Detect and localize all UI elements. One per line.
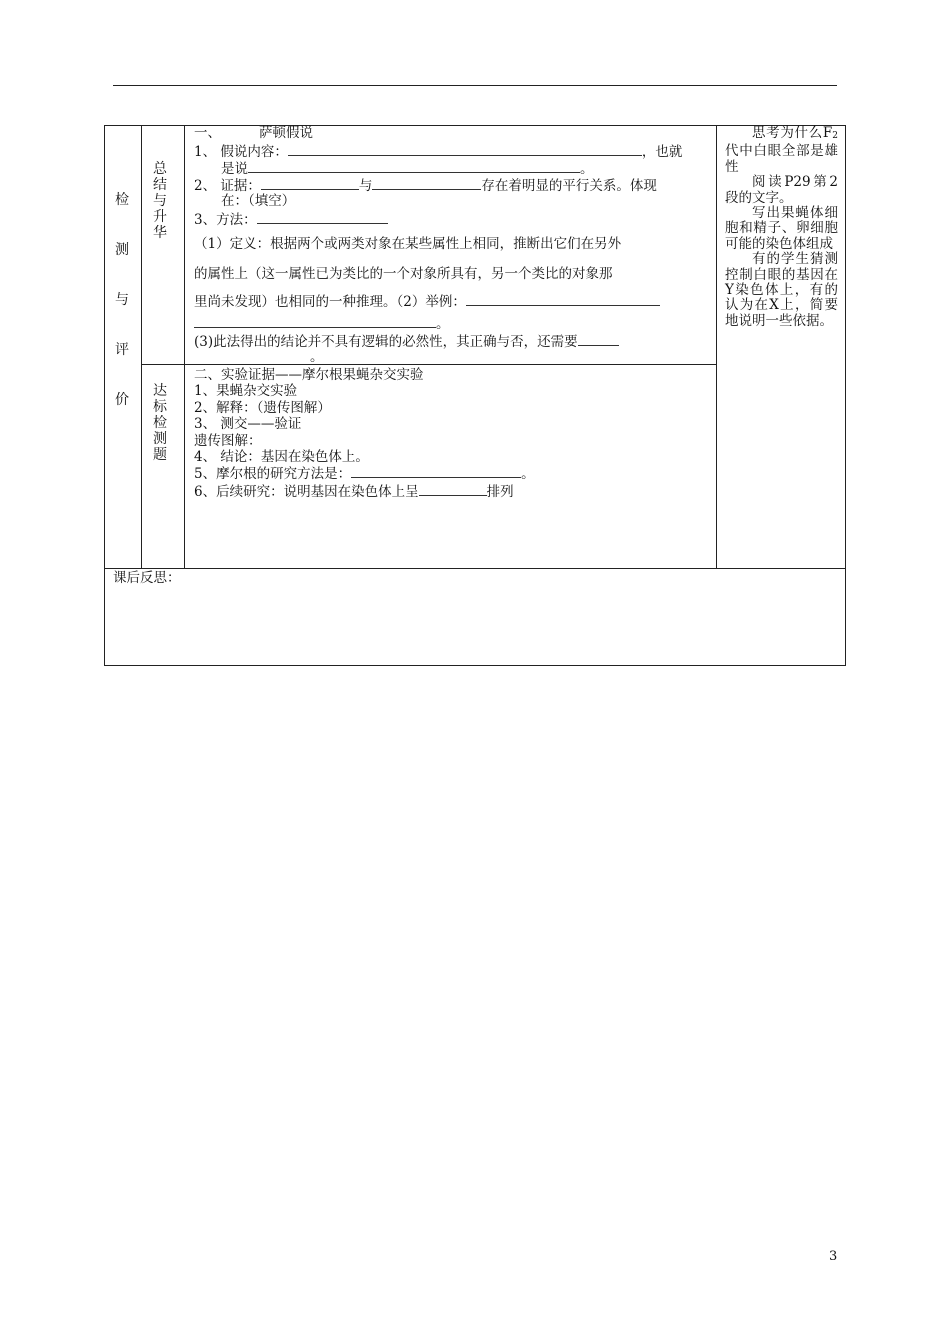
example-line-2 bbox=[194, 315, 450, 333]
side-note-1-b: 代中白眼全部是雄性 bbox=[725, 143, 838, 175]
evidence-line-2 bbox=[221, 194, 295, 210]
conclusion-line bbox=[194, 333, 619, 351]
reflection-label: 课后反思： bbox=[113, 570, 181, 586]
research-method-line bbox=[194, 465, 535, 482]
evidence-parallel: 存在着明显的平行关系。体现 bbox=[481, 178, 657, 194]
section2-block bbox=[194, 367, 535, 500]
side-note-2: 阅读P29第2段的文字。 bbox=[725, 174, 838, 206]
conclusion-blank[interactable] bbox=[578, 333, 619, 346]
evidence-line bbox=[194, 177, 657, 195]
sub-label-char: 标 bbox=[153, 399, 167, 415]
period: 。 bbox=[310, 349, 324, 365]
example-blank[interactable] bbox=[466, 293, 660, 306]
research-method-blank[interactable] bbox=[351, 465, 521, 478]
cross-experiment: 1、果蝇杂交实验 bbox=[194, 383, 298, 400]
section1-title-text: 萨顿假说 bbox=[259, 125, 313, 141]
sub-label-char: 升 bbox=[153, 209, 167, 225]
hypothesis-label: 1、 假说内容： bbox=[194, 144, 288, 160]
conclusion: 4、 结论：基因在染色体上。 bbox=[194, 449, 369, 466]
period: 。 bbox=[436, 316, 450, 332]
col-divider-2 bbox=[184, 125, 185, 568]
left-col-label bbox=[112, 192, 132, 408]
section2-title: 二、实验证据——摩尔根果蝇杂交实验 bbox=[194, 367, 424, 383]
sub-label-summary bbox=[150, 161, 170, 241]
period: 。 bbox=[521, 466, 535, 483]
sub-label-char: 华 bbox=[153, 225, 167, 241]
follow-up-suffix: 排列 bbox=[486, 483, 514, 500]
side-note-1-a: 思考为什么F bbox=[752, 125, 833, 141]
evidence-and: 与 bbox=[358, 178, 373, 194]
side-note-1 bbox=[725, 126, 838, 175]
conclusion-text: (3)此法得出的结论并不具有逻辑的必然性，其正确与否，还需要 bbox=[194, 334, 578, 350]
page-number: 3 bbox=[829, 1249, 838, 1264]
follow-up-line bbox=[194, 483, 535, 500]
left-col-char: 评 bbox=[115, 342, 129, 358]
follow-up-blank[interactable] bbox=[419, 483, 487, 496]
header-rule bbox=[113, 85, 837, 86]
section1-title bbox=[194, 126, 313, 142]
method-blank[interactable] bbox=[257, 211, 388, 224]
row-divider-mid bbox=[141, 364, 716, 365]
sub-label-char: 与 bbox=[153, 193, 167, 209]
test-cross: 3、 测交——验证 bbox=[194, 416, 302, 433]
side-note-3: 写出果蝇体细胞和精子、卵细胞可能的染色体组成 bbox=[725, 205, 838, 252]
definition-line-1: （1）定义：根据两个或两类对象在某些属性上相同，推断出它们在另外 bbox=[194, 236, 622, 252]
evidence-label: 2、 证据： bbox=[194, 178, 261, 194]
left-col-char: 测 bbox=[115, 242, 129, 258]
definition-paragraph bbox=[194, 234, 660, 314]
col-divider-3 bbox=[716, 125, 717, 568]
sub-label-char: 总 bbox=[153, 161, 167, 177]
side-notes bbox=[725, 126, 838, 329]
row-divider-bottom bbox=[104, 568, 846, 569]
left-col-char: 与 bbox=[115, 292, 129, 308]
left-col-char: 价 bbox=[115, 392, 129, 408]
side-note-4: 有的学生猜测控制白眼的基因在Y染色体上，有的认为在X上，简要地说明一些依据。 bbox=[725, 251, 838, 329]
sub-label-char: 检 bbox=[153, 415, 167, 431]
evidence-reflected: 在：（填空） bbox=[221, 193, 296, 209]
hypothesis-line bbox=[194, 143, 682, 161]
explanation: 2、解释：（遗传图解） bbox=[194, 399, 331, 416]
evidence-blank-2[interactable] bbox=[372, 177, 481, 190]
subscript: 2 bbox=[832, 131, 838, 141]
example-blank-2[interactable] bbox=[194, 315, 436, 328]
sub-label-char: 测 bbox=[153, 431, 167, 447]
that-is-blank[interactable] bbox=[248, 160, 580, 173]
period: 。 bbox=[580, 161, 594, 177]
sub-label-char: 结 bbox=[153, 177, 167, 193]
method-line bbox=[194, 211, 388, 229]
research-method-label: 5、摩尔根的研究方法是： bbox=[194, 466, 352, 483]
follow-up-label: 6、后续研究：说明基因在染色体上呈 bbox=[194, 483, 419, 500]
evidence-blank-1[interactable] bbox=[261, 177, 359, 190]
section1-title-num: 一、 bbox=[194, 125, 221, 141]
hypothesis-line-2 bbox=[221, 160, 594, 178]
definition-line-2: 的属性上（这一属性已为类比的一个对象所具有，另一个类比的对象那 bbox=[194, 266, 613, 282]
hypothesis-blank[interactable] bbox=[288, 143, 642, 156]
conclusion-line-2 bbox=[310, 350, 324, 366]
sub-label-char: 达 bbox=[153, 383, 167, 399]
method-label: 3、方法： bbox=[194, 212, 257, 228]
hypothesis-suffix: ，也就 bbox=[641, 144, 683, 160]
left-col-char: 检 bbox=[115, 192, 129, 208]
sub-label-test bbox=[150, 383, 170, 463]
example-label: 里尚未发现）也相同的一种推理。（2）举例： bbox=[194, 294, 466, 310]
sub-label-char: 题 bbox=[153, 447, 167, 463]
col-divider-1 bbox=[141, 125, 142, 568]
genetic-diagram-label: 遗传图解： bbox=[194, 432, 262, 449]
example-line bbox=[194, 292, 660, 314]
that-is-label: 是说 bbox=[221, 161, 248, 177]
